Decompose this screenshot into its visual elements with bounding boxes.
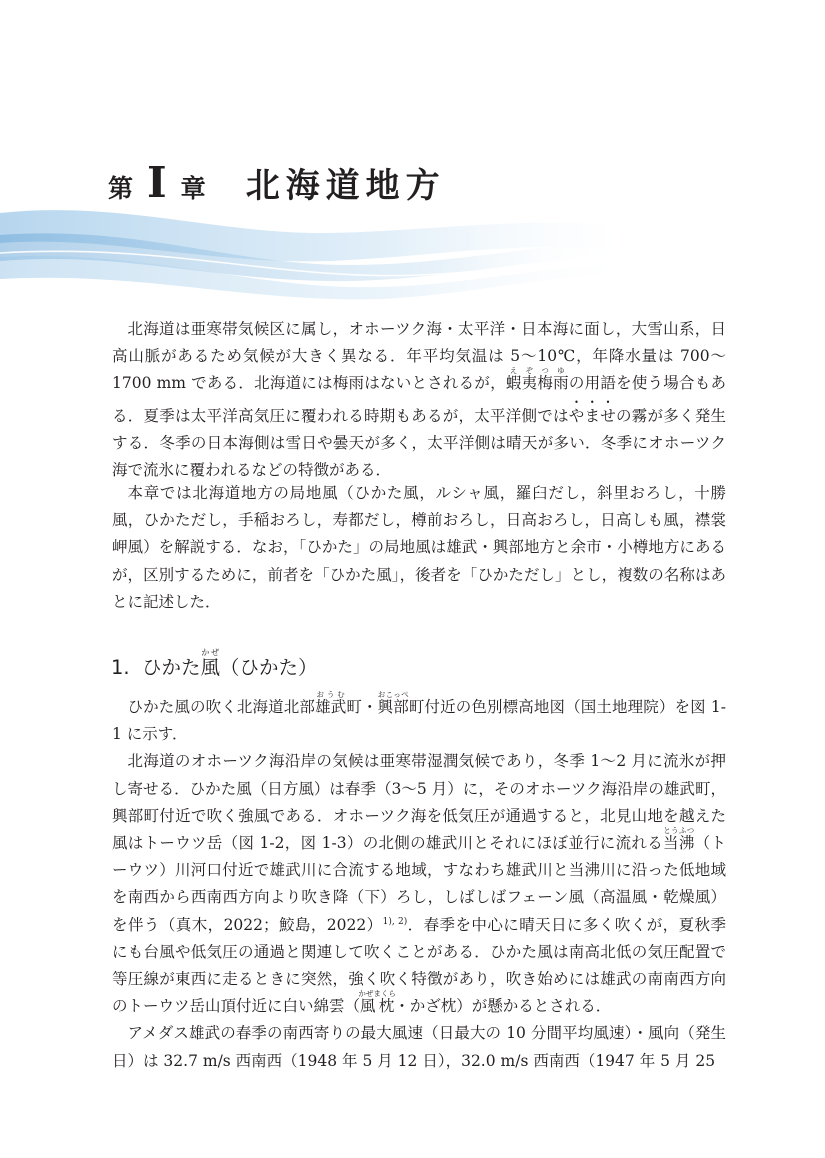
ruby-ezo-tsuyu: [505, 366, 569, 393]
emphasis-yamase: やませ: [568, 406, 616, 425]
ruby-reading: ぞ: [521, 366, 538, 376]
ruby-oumu: [315, 690, 347, 716]
chapter-title: 北海道地方: [245, 166, 446, 206]
ruby-base: 風枕: [358, 997, 396, 1016]
section-paragraph-1: [112, 690, 726, 748]
intro-paragraph-1: [112, 316, 726, 484]
ruby-kazemakura: [358, 989, 396, 1016]
ruby-reading: かぜ: [200, 648, 221, 657]
section-paragraph-2: [112, 748, 726, 1020]
chapter-number: I: [147, 158, 167, 207]
ruby-reading: とうふつ: [663, 826, 695, 836]
ruby-base: 夷: [521, 374, 538, 393]
ruby-reading: つ: [537, 366, 553, 376]
ruby-reading: え: [505, 366, 522, 376]
ruby-reading: ゆ: [553, 366, 569, 376]
ruby-reading: おうむ: [315, 690, 347, 699]
text: ・かざ枕）が懸かるとされる．: [394, 997, 612, 1016]
ruby-reading: おこっぺ: [377, 690, 409, 699]
text: 町付近の色別標高地図（国土地理院）を図 1-1 に示す．: [112, 698, 726, 744]
chapter-prefix: 第: [108, 174, 134, 203]
ruby-base: 蝦: [505, 374, 522, 393]
section-number: 1.: [111, 656, 130, 679]
ruby-base: 興部: [377, 698, 409, 716]
intro-text-a: 北海道は亜寒帯気候区に属し，オホーツク海・太平洋・日本海に面し，大雪山系，日高山脈があるため気候が大きく異なる．年平均気温は 5～10℃，年降水量は 700～1700 mm である．北海道には梅雨はないとされるが，: [112, 320, 726, 393]
ruby-okoppe: [377, 690, 409, 716]
chapter-suffix: 章: [180, 174, 206, 203]
intro-text-p2: 本章では北海道地方の局地風（ひかた風，ルシャ風，羅臼だし，斜里おろし，十勝風，ひかただし，手稲おろし，寿都だし，樽前おろし，日高おろし，日高しも風，襟裳岬風）を解説する．なお，「ひかた」の局地風は雄武・興部地方と余市・小樽地方にあるが，区別するために，前者を「ひかた風」，後者を「ひかただし」とし，複数の名称はあとに記述した．: [112, 484, 726, 611]
ruby-reading: かぜまくら: [358, 989, 396, 999]
section-title-b: （ひかた）: [220, 656, 318, 679]
citation-superscript: 1), 2): [382, 916, 408, 927]
decorative-wave-graphic: [0, 195, 620, 305]
text: ．春季を中心に晴天日に多く吹くが，夏秋季にも台風や低気圧の通過と関連して吹くことがある．ひかた風は南高北低の気圧配置で等圧線が東西に走るときに突然，強く吹く特徴があり，吹き始めには雄武の南南西方向のトーウツ岳山頂付近に白い綿雲（: [112, 915, 726, 1016]
section-paragraph-3: アメダス雄武の春季の南西寄りの最大風速（日最大の 10 分間平均風速）・風向（発生日）は 32.7 m/s 西南西（1948 年 5 月 12 日），32.0 m/s 西南西（1947 年 5 月 25: [112, 1024, 726, 1070]
intro-text-c: の霧が多く発生する．冬季の日本海側は雪日や曇天が多く，太平洋側は晴天が多い．冬季にオホーツク海で流氷に覆われるなどの特徴がある．: [112, 406, 726, 480]
ruby-base: 雄武: [315, 698, 347, 716]
ruby-base: 風: [200, 656, 221, 679]
intro-paragraph-2: [112, 480, 726, 616]
section-title-ruby: [200, 648, 221, 679]
ruby-toufutsu: [663, 826, 695, 853]
ruby-base: 梅: [537, 374, 554, 393]
text: ひかた風の吹く北海道北部: [127, 698, 316, 716]
text: （トーウツ）川河口付近で雄武川に合流する地域，すなわち雄武川と当沸川に沿った低地域を南西から西南西方向より吹き降（下）ろし，しばしばフェーン風（高温風・乾燥風）を伴う（真木，2022；鮫島，2022）: [112, 834, 726, 934]
intro-text-b: の用語を使う場合もある．夏季は太平洋高気圧に覆われる時期もあるが，太平洋側では: [112, 374, 726, 425]
section-body: [112, 690, 726, 1075]
section-title-a: ひかた: [142, 656, 201, 679]
ruby-base: 雨: [553, 374, 569, 393]
text: 町・: [346, 698, 378, 716]
section-heading: [111, 648, 318, 680]
text: 北海道のオホーツク海沿岸の気候は亜寒帯湿潤気候であり，冬季 1～2 月に流氷が押し寄せる．ひかた風（日方風）は春季（3～5 月）に，そのオホーツク海沿岸の雄武町，興部町付近で吹く強風である．オホーツク海を低気圧が通過すると，北見山地を越えた風はトーウツ岳（図 1-2，図 1-3）の北側の雄武川とそれにほぼ並行に流れる: [112, 752, 726, 853]
ruby-base: 当沸: [663, 834, 695, 853]
